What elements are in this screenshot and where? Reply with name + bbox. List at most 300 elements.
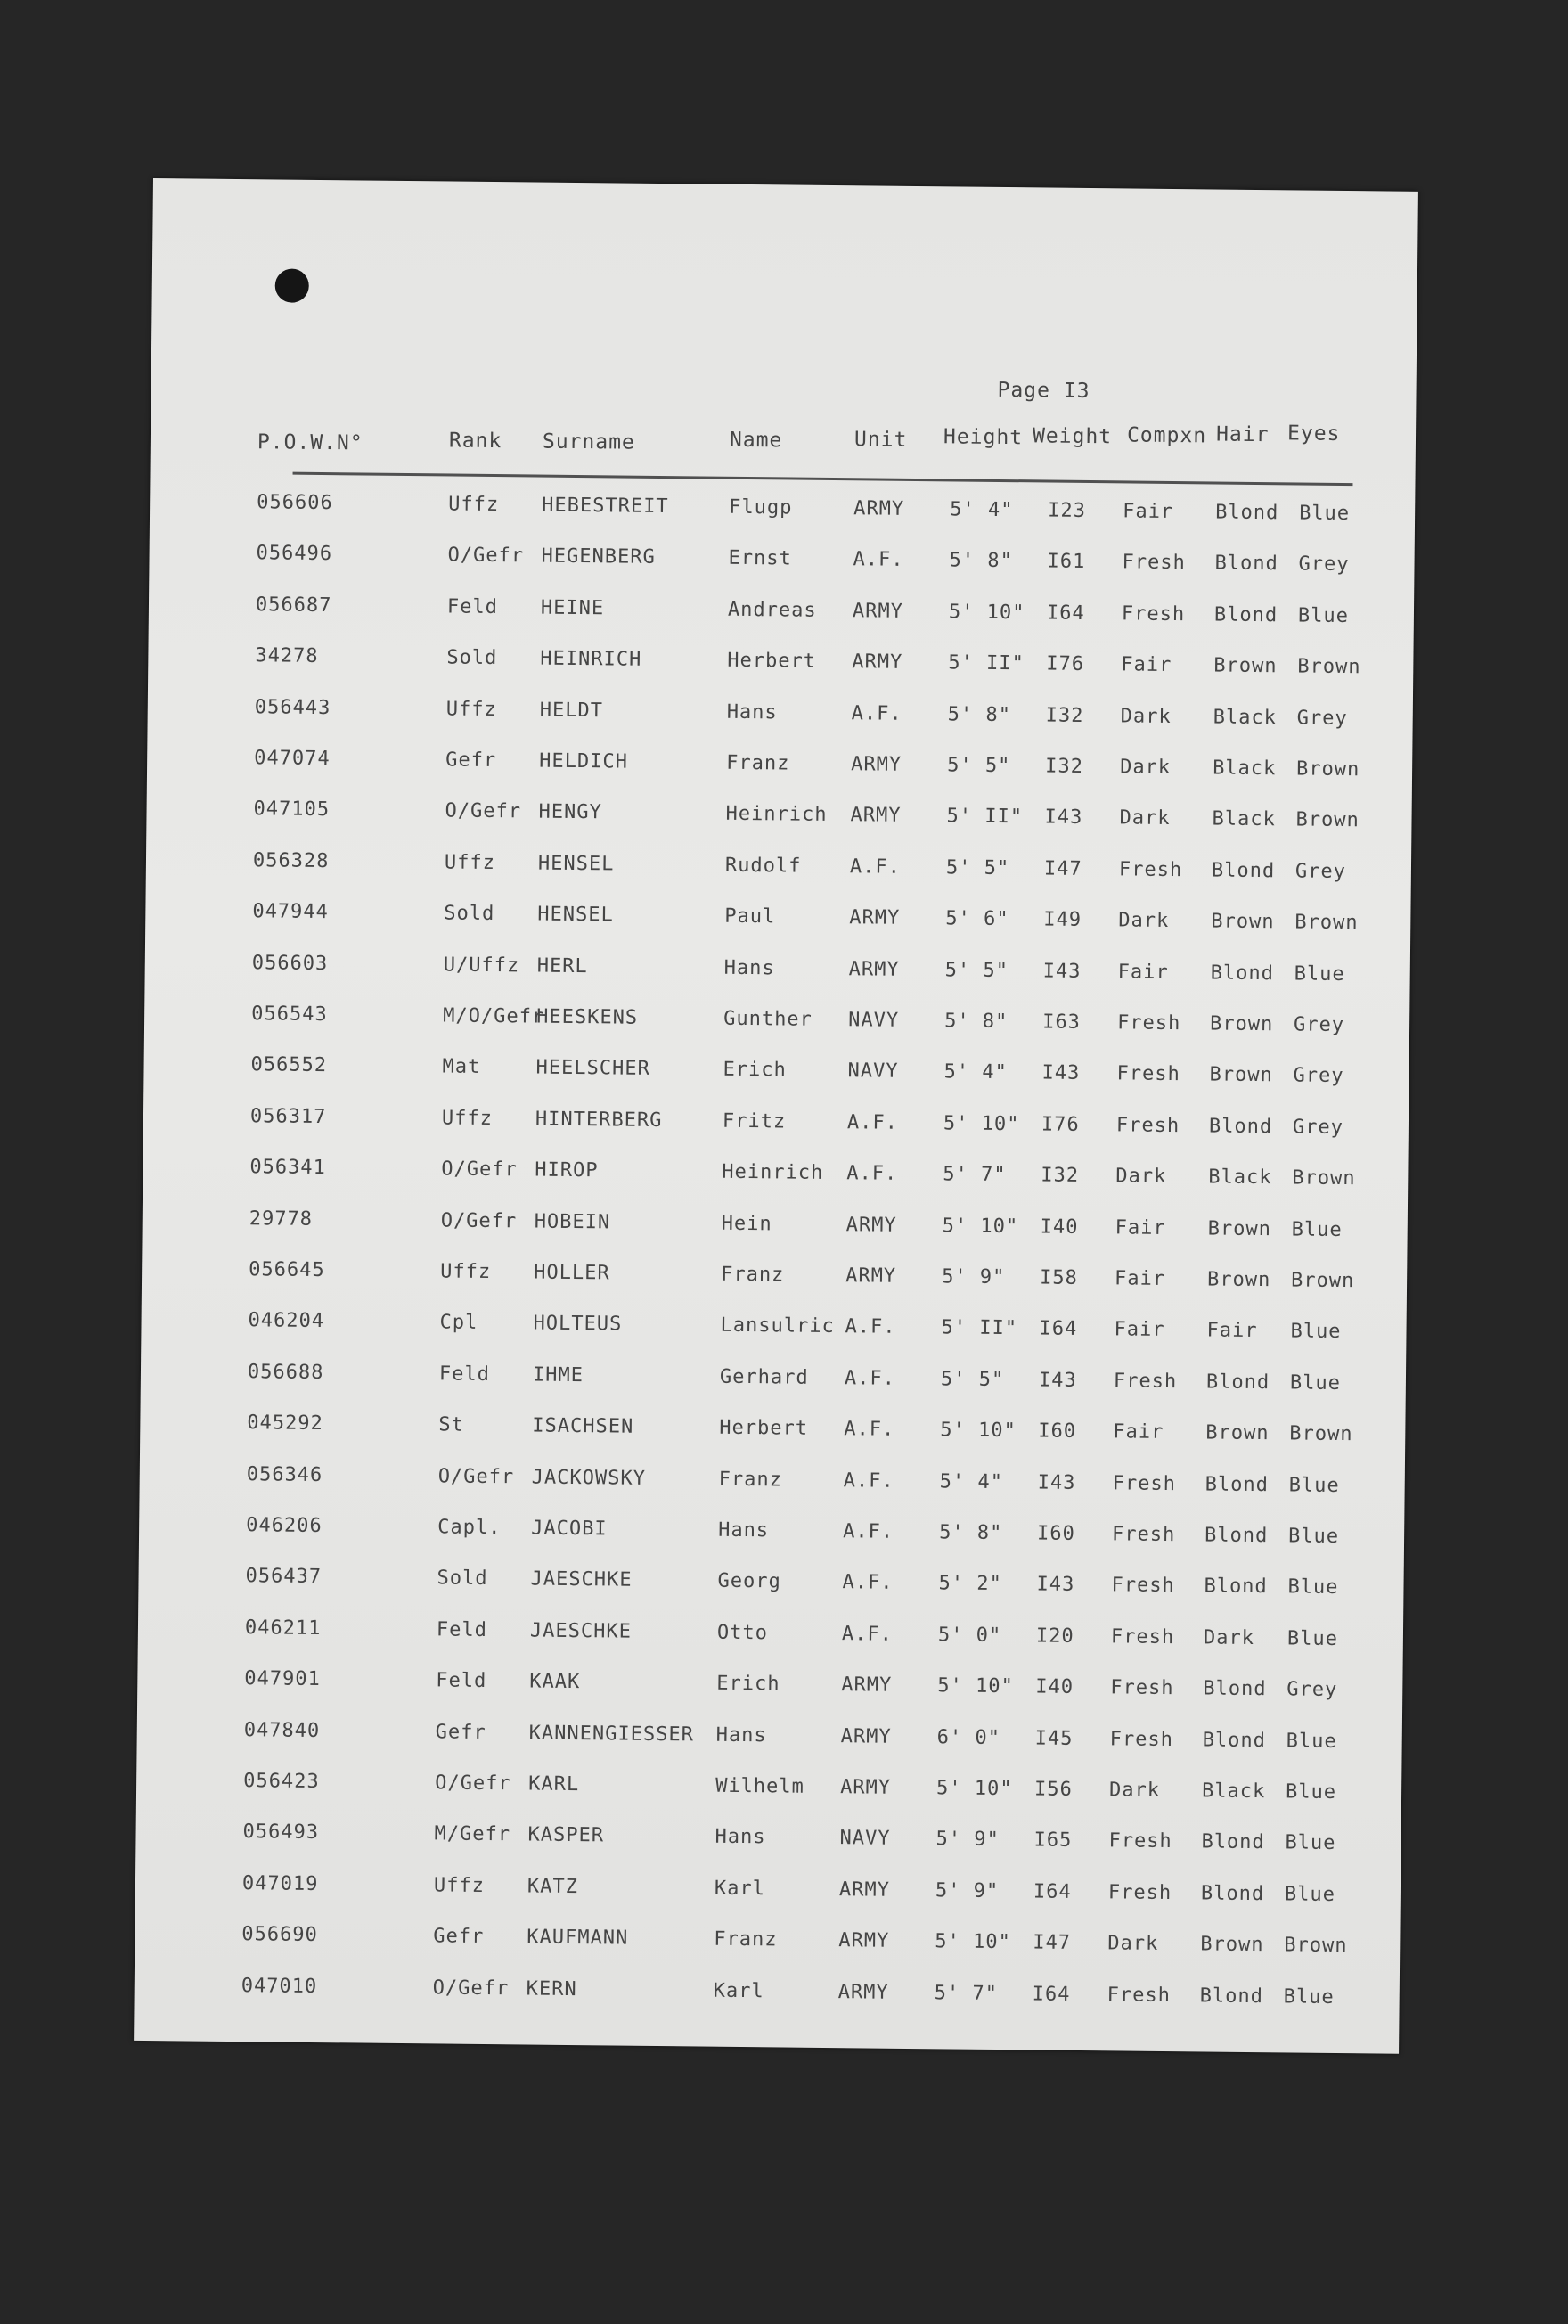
cell-complexion: Fresh	[1110, 1676, 1174, 1700]
cell-eyes: Blue	[1287, 1525, 1340, 1549]
cell-rank: Cpl	[439, 1311, 478, 1335]
cell-surname: HEGENBERG	[541, 544, 656, 569]
cell-pow: 047105	[253, 798, 331, 822]
cell-unit: A.F.	[844, 1418, 895, 1441]
cell-weight: I43	[1036, 1573, 1075, 1597]
cell-surname: JAESCHKE	[530, 1567, 633, 1592]
cell-name: Wilhelm	[715, 1774, 804, 1798]
cell-eyes: Blue	[1294, 962, 1345, 986]
table-row	[146, 848, 1411, 906]
cell-rank: Feld	[446, 595, 499, 618]
cell-complexion: Fresh	[1107, 1881, 1172, 1904]
cell-eyes: Brown	[1295, 808, 1360, 832]
cell-pow: 29778	[249, 1207, 314, 1231]
cell-rank: O/Gefr	[441, 1158, 518, 1182]
cell-weight: I56	[1033, 1778, 1074, 1801]
cell-surname: KARL	[528, 1772, 580, 1796]
cell-rank: U/Uffz	[443, 953, 520, 977]
cell-height: 5' 8"	[944, 1010, 1009, 1034]
cell-pow: 056437	[245, 1565, 323, 1589]
cell-hair: Blond	[1202, 1729, 1267, 1752]
cell-eyes: Brown	[1294, 911, 1359, 935]
cell-name: Hans	[715, 1826, 766, 1849]
cell-complexion: Dark	[1120, 756, 1172, 779]
cell-name: Andreas	[727, 598, 817, 622]
cell-surname: KASPER	[527, 1823, 605, 1847]
cell-surname: HOLTEUS	[533, 1312, 623, 1336]
header-rank: Rank	[448, 429, 502, 454]
cell-rank: O/Gefr	[440, 1209, 518, 1232]
cell-eyes: Grey	[1286, 1678, 1338, 1702]
cell-weight: I45	[1034, 1727, 1074, 1750]
cell-name: Karl	[714, 1877, 766, 1901]
cell-pow: 047901	[244, 1667, 321, 1691]
table-row	[135, 1922, 1400, 1980]
cell-complexion: Dark	[1120, 704, 1172, 728]
table-row	[146, 797, 1411, 855]
cell-hair: Brown	[1207, 1217, 1272, 1240]
table-row	[139, 1462, 1404, 1520]
cell-name: Rudolf	[724, 854, 802, 878]
cell-rank: Feld	[436, 1618, 488, 1641]
cell-unit: ARMY	[849, 906, 901, 930]
cell-height: 5' 7"	[943, 1163, 1007, 1187]
cell-pow: 047840	[243, 1718, 321, 1742]
header-pow-number: P.O.W.N°	[257, 430, 363, 455]
cell-complexion: Fresh	[1107, 1983, 1172, 2007]
cell-surname: HEBESTREIT	[542, 494, 669, 519]
cell-height: 5' 0"	[937, 1624, 1002, 1647]
cell-unit: NAVY	[847, 1060, 899, 1084]
cell-pow: 056552	[250, 1053, 328, 1077]
cell-rank: Gefr	[445, 749, 497, 773]
header-hair: Hair	[1215, 422, 1270, 447]
cell-eyes: Grey	[1298, 552, 1350, 577]
cell-complexion: Fresh	[1111, 1523, 1176, 1547]
cell-complexion: Fresh	[1113, 1370, 1178, 1393]
cell-unit: A.F.	[844, 1366, 896, 1390]
cell-name: Flugp	[729, 495, 793, 520]
cell-weight: I64	[1046, 601, 1085, 625]
cell-pow: 046211	[244, 1616, 322, 1640]
cell-rank: Capl.	[437, 1516, 502, 1540]
cell-weight: I43	[1042, 960, 1082, 983]
cell-unit: A.F.	[851, 701, 902, 725]
cell-hair: Blond	[1214, 552, 1278, 576]
cell-height: 5' 10"	[935, 1777, 1013, 1801]
cell-surname: HOLLER	[534, 1261, 610, 1285]
cell-name: Franz	[721, 1263, 785, 1287]
cell-hair: Black	[1213, 706, 1278, 729]
cell-surname: KATZ	[527, 1875, 579, 1898]
cell-unit: ARMY	[845, 1264, 897, 1288]
cell-unit: ARMY	[848, 957, 900, 981]
cell-eyes: Grey	[1294, 860, 1347, 883]
cell-pow: 056346	[246, 1462, 323, 1486]
cell-height: 5' 5"	[940, 1368, 1005, 1391]
cell-height: 5' 9"	[935, 1879, 1000, 1903]
table-row	[138, 1564, 1403, 1622]
cell-hair: Blond	[1213, 603, 1278, 627]
cell-unit: A.F.	[846, 1162, 898, 1185]
cell-unit: A.F.	[849, 855, 902, 879]
header-height: Height	[943, 425, 1024, 450]
table-header	[151, 421, 1416, 479]
cell-unit: ARMY	[841, 1673, 893, 1697]
cell-name: Heinrich	[725, 803, 828, 827]
table-row	[150, 490, 1415, 548]
header-weight: Weight	[1032, 424, 1113, 449]
cell-hair: Blond	[1204, 1575, 1268, 1599]
cell-surname: HENSEL	[537, 852, 615, 876]
cell-height: 5' 4"	[943, 1060, 1008, 1084]
cell-hair: Blond	[1208, 1115, 1273, 1139]
cell-weight: I23	[1048, 499, 1087, 522]
header-unit: Unit	[853, 428, 908, 452]
cell-unit: A.F.	[843, 1520, 894, 1543]
cell-complexion: Dark	[1108, 1779, 1161, 1802]
table-row	[147, 746, 1412, 804]
cell-rank: O/Gefr	[432, 1976, 510, 2000]
table-row	[145, 899, 1410, 957]
cell-hair: Brown	[1211, 910, 1275, 934]
cell-name: Otto	[716, 1621, 769, 1645]
cell-surname: KANNENGIESSER	[528, 1722, 695, 1747]
cell-pow: 34278	[255, 644, 319, 668]
cell-unit: NAVY	[839, 1827, 891, 1851]
cell-surname: HIROP	[535, 1158, 599, 1182]
cell-height: 5' 9"	[942, 1265, 1006, 1289]
cell-unit: A.F.	[843, 1469, 894, 1493]
cell-eyes: Blue	[1289, 1371, 1342, 1395]
cell-rank: Sold	[437, 1567, 488, 1591]
table-row	[144, 1002, 1409, 1060]
prisoner-table	[150, 490, 1415, 2009]
cell-eyes: Brown	[1289, 1422, 1353, 1446]
table-row	[143, 1155, 1408, 1213]
cell-hair: Black	[1212, 807, 1276, 831]
cell-hair: Fair	[1206, 1319, 1258, 1343]
cell-hair: Brown	[1213, 654, 1278, 678]
cell-surname: HELDICH	[539, 749, 629, 773]
cell-surname: HEINE	[540, 596, 605, 620]
cell-hair: Blond	[1211, 859, 1276, 883]
cell-weight: I60	[1038, 1420, 1077, 1444]
table-row	[149, 541, 1414, 599]
table-row	[149, 593, 1414, 651]
cell-unit: ARMY	[852, 651, 903, 675]
cell-pow: 046204	[248, 1309, 325, 1333]
cell-pow: 056423	[243, 1770, 320, 1794]
cell-unit: ARMY	[850, 804, 902, 828]
cell-hair: Black	[1208, 1166, 1272, 1190]
table-row	[143, 1104, 1409, 1162]
cell-hair: Brown	[1205, 1421, 1270, 1445]
cell-unit: ARMY	[838, 1878, 891, 1902]
cell-eyes: Blue	[1287, 1575, 1339, 1600]
cell-complexion: Dark	[1118, 909, 1170, 933]
cell-hair: Blond	[1210, 962, 1275, 985]
table-row	[136, 1717, 1401, 1775]
cell-complexion: Fair	[1113, 1420, 1164, 1444]
table-row	[142, 1257, 1407, 1315]
cell-unit: ARMY	[838, 1929, 890, 1952]
cell-unit: A.F.	[845, 1315, 896, 1339]
cell-rank: M/O/Gefr	[443, 1004, 545, 1028]
cell-weight: I40	[1040, 1215, 1079, 1239]
cell-pow: 056690	[241, 1923, 318, 1947]
table-row	[135, 1820, 1401, 1878]
cell-hair: Brown	[1206, 1268, 1271, 1292]
cell-unit: ARMY	[840, 1776, 892, 1799]
cell-rank: Uffz	[448, 493, 500, 517]
cell-weight: I47	[1033, 1931, 1072, 1955]
cell-hair: Blond	[1205, 1473, 1270, 1496]
cell-eyes: Grey	[1292, 1116, 1344, 1139]
cell-hair: Brown	[1209, 1063, 1273, 1087]
cell-complexion: Fair	[1123, 500, 1174, 524]
cell-weight: I65	[1033, 1829, 1073, 1853]
cell-rank: O/Gefr	[435, 1772, 511, 1796]
cell-pow: 056443	[254, 695, 331, 719]
cell-weight: I60	[1036, 1522, 1076, 1545]
cell-name: Hans	[723, 956, 775, 979]
cell-name: Herbert	[727, 649, 817, 674]
cell-eyes: Blue	[1291, 1218, 1343, 1241]
cell-complexion: Fresh	[1122, 551, 1186, 575]
cell-eyes: Brown	[1297, 655, 1361, 679]
cell-name: Erich	[723, 1059, 787, 1082]
cell-rank: O/Gefr	[447, 544, 525, 568]
header-surname: Surname	[542, 430, 635, 454]
cell-weight: I32	[1045, 755, 1084, 778]
cell-height: 5' 10"	[935, 1930, 1011, 1954]
cell-surname: KERN	[526, 1977, 577, 2001]
cell-complexion: Fair	[1114, 1267, 1166, 1290]
cell-hair: Black	[1201, 1780, 1266, 1804]
cell-unit: ARMY	[851, 753, 902, 776]
cell-weight: I49	[1043, 908, 1082, 932]
cell-weight: I47	[1043, 857, 1082, 880]
cell-weight: I58	[1040, 1266, 1079, 1289]
cell-height: 5' 10"	[937, 1674, 1014, 1698]
document-page	[134, 178, 1418, 2054]
table-row	[142, 1207, 1407, 1264]
table-row	[144, 951, 1409, 1009]
table-row	[137, 1666, 1402, 1724]
cell-eyes: Blue	[1285, 1780, 1337, 1804]
cell-height: 5' 8"	[947, 702, 1012, 726]
cell-rank: Uffz	[440, 1260, 492, 1284]
cell-surname: HENSEL	[537, 903, 614, 927]
table-row	[138, 1616, 1403, 1673]
cell-height: 5' II"	[948, 651, 1025, 675]
header-name: Name	[729, 428, 783, 453]
cell-surname: HEESKENS	[536, 1005, 639, 1029]
header-complexion: Compxn	[1126, 423, 1207, 448]
cell-height: 5' II"	[941, 1316, 1018, 1340]
cell-eyes: Blue	[1299, 502, 1351, 526]
header-eyes: Eyes	[1286, 421, 1341, 446]
cell-rank: Sold	[444, 902, 495, 926]
cell-pow: 056341	[249, 1156, 326, 1180]
cell-eyes: Grey	[1293, 1064, 1344, 1088]
cell-complexion: Fresh	[1117, 1011, 1181, 1035]
cell-pow: 046206	[246, 1514, 323, 1538]
cell-pow: 056606	[257, 491, 333, 515]
cell-height: 5' 4"	[939, 1469, 1004, 1493]
cell-complexion: Fair	[1117, 960, 1169, 984]
cell-pow: 047019	[241, 1871, 319, 1895]
cell-surname: KAAK	[529, 1670, 581, 1694]
cell-pow: 047944	[252, 900, 329, 924]
cell-name: Fritz	[722, 1109, 787, 1133]
cell-hair: Blond	[1205, 1371, 1270, 1394]
cell-complexion: Dark	[1119, 806, 1171, 831]
cell-complexion: Dark	[1107, 1932, 1159, 1956]
cell-weight: I76	[1041, 1113, 1080, 1136]
cell-pow: 056645	[249, 1258, 325, 1282]
cell-surname: JAESCHKE	[529, 1619, 633, 1643]
cell-pow: 047010	[241, 1974, 318, 1998]
cell-surname: HINTERBERG	[535, 1108, 663, 1132]
cell-eyes: Brown	[1295, 757, 1360, 781]
cell-weight: I43	[1044, 806, 1083, 830]
cell-height: 5' 5"	[945, 856, 1010, 880]
cell-complexion: Fresh	[1115, 1114, 1180, 1137]
cell-surname: JACOBI	[531, 1517, 608, 1541]
punch-hole	[275, 268, 309, 302]
table-row	[147, 695, 1412, 753]
cell-rank: M/Gefr	[434, 1822, 511, 1846]
cell-complexion: Fresh	[1109, 1727, 1174, 1751]
cell-height: 5' 4"	[950, 498, 1014, 522]
cell-eyes: Blue	[1290, 1320, 1342, 1344]
cell-hair: Blond	[1200, 1882, 1265, 1905]
cell-unit: ARMY	[852, 600, 904, 623]
cell-eyes: Blue	[1284, 1883, 1336, 1906]
cell-hair: Blond	[1204, 1524, 1269, 1548]
cell-weight: I20	[1035, 1624, 1074, 1648]
cell-rank: Mat	[442, 1055, 481, 1079]
cell-complexion: Fresh	[1121, 602, 1186, 626]
table-row	[148, 643, 1413, 701]
cell-name: Franz	[726, 751, 790, 775]
cell-rank: Sold	[446, 646, 498, 670]
cell-name: Hans	[718, 1518, 770, 1543]
cell-eyes: Blue	[1297, 604, 1350, 627]
cell-name: Hein	[721, 1212, 772, 1235]
cell-surname: HERL	[536, 954, 588, 978]
cell-name: Erich	[716, 1672, 780, 1696]
cell-unit: A.F.	[842, 1571, 894, 1595]
cell-eyes: Blue	[1286, 1730, 1337, 1753]
cell-name: Paul	[724, 904, 776, 929]
cell-weight: I63	[1042, 1011, 1082, 1034]
cell-complexion: Fair	[1114, 1318, 1165, 1342]
cell-hair: Blond	[1199, 1984, 1264, 2008]
cell-unit: A.F.	[846, 1111, 899, 1134]
cell-hair: Blond	[1203, 1677, 1267, 1701]
cell-weight: I64	[1033, 1880, 1072, 1903]
cell-rank: Uffz	[433, 1874, 486, 1897]
cell-pow: 056603	[251, 951, 329, 975]
cell-height: 5' 5"	[944, 958, 1009, 982]
cell-rank: O/Gefr	[445, 799, 522, 823]
cell-eyes: Blue	[1288, 1474, 1340, 1497]
cell-pow: 056687	[255, 593, 332, 617]
cell-weight: I32	[1041, 1164, 1080, 1188]
cell-surname: HELDT	[539, 699, 604, 722]
cell-name: Ernst	[728, 547, 792, 570]
cell-weight: I40	[1035, 1675, 1074, 1699]
cell-hair: Brown	[1200, 1933, 1264, 1957]
cell-complexion: Fresh	[1112, 1471, 1177, 1495]
cell-height: 5' 5"	[947, 754, 1011, 778]
table-row	[140, 1411, 1405, 1469]
cell-unit: A.F.	[841, 1622, 894, 1646]
table-row	[141, 1360, 1406, 1418]
cell-hair: Dark	[1203, 1626, 1255, 1649]
cell-surname: HEELSCHER	[535, 1056, 650, 1081]
cell-complexion: Fresh	[1108, 1829, 1172, 1853]
cell-weight: I61	[1047, 550, 1086, 574]
cell-rank: O/Gefr	[437, 1465, 515, 1488]
cell-weight: I32	[1045, 704, 1084, 727]
cell-rank: Feld	[436, 1669, 487, 1693]
cell-complexion: Fresh	[1118, 858, 1183, 881]
cell-unit: ARMY	[853, 497, 905, 520]
cell-complexion: Fair	[1115, 1215, 1166, 1240]
cell-complexion: Fresh	[1110, 1625, 1175, 1649]
cell-pow: 056496	[256, 542, 333, 566]
cell-unit: ARMY	[845, 1213, 897, 1237]
cell-pow: 056543	[251, 1002, 328, 1027]
cell-rank: Uffz	[445, 698, 497, 721]
table-row	[136, 1769, 1401, 1827]
cell-unit: ARMY	[840, 1724, 892, 1748]
cell-surname: HOBEIN	[534, 1210, 611, 1234]
table-row	[141, 1308, 1406, 1366]
cell-height: 5' 10"	[943, 1112, 1020, 1136]
cell-rank: St	[438, 1413, 464, 1436]
cell-pow: 047074	[254, 747, 331, 771]
cell-eyes: Blue	[1283, 1984, 1335, 2009]
cell-surname: ISACHSEN	[532, 1414, 634, 1438]
cell-unit: NAVY	[848, 1009, 900, 1032]
cell-rank: Feld	[438, 1362, 491, 1386]
cell-name: Georg	[717, 1570, 781, 1593]
cell-eyes: Blue	[1285, 1831, 1336, 1855]
table-row	[135, 1871, 1401, 1929]
cell-height: 5' 8"	[939, 1521, 1003, 1545]
cell-name: Herbert	[719, 1416, 809, 1440]
cell-height: 5' 8"	[949, 549, 1013, 573]
cell-complexion: Fair	[1121, 653, 1172, 677]
cell-weight: I64	[1039, 1317, 1078, 1341]
cell-name: Gunther	[723, 1007, 813, 1031]
table-row	[143, 1052, 1409, 1110]
cell-name: Franz	[718, 1468, 783, 1492]
cell-height: 5' 10"	[942, 1214, 1019, 1238]
cell-eyes: Grey	[1296, 707, 1348, 730]
cell-surname: IHME	[532, 1363, 584, 1387]
page-number: Page I3	[997, 378, 1090, 404]
cell-hair: Brown	[1209, 1012, 1274, 1036]
cell-weight: I64	[1032, 1983, 1071, 2006]
cell-eyes: Brown	[1290, 1269, 1355, 1293]
cell-name: Hans	[726, 700, 778, 724]
